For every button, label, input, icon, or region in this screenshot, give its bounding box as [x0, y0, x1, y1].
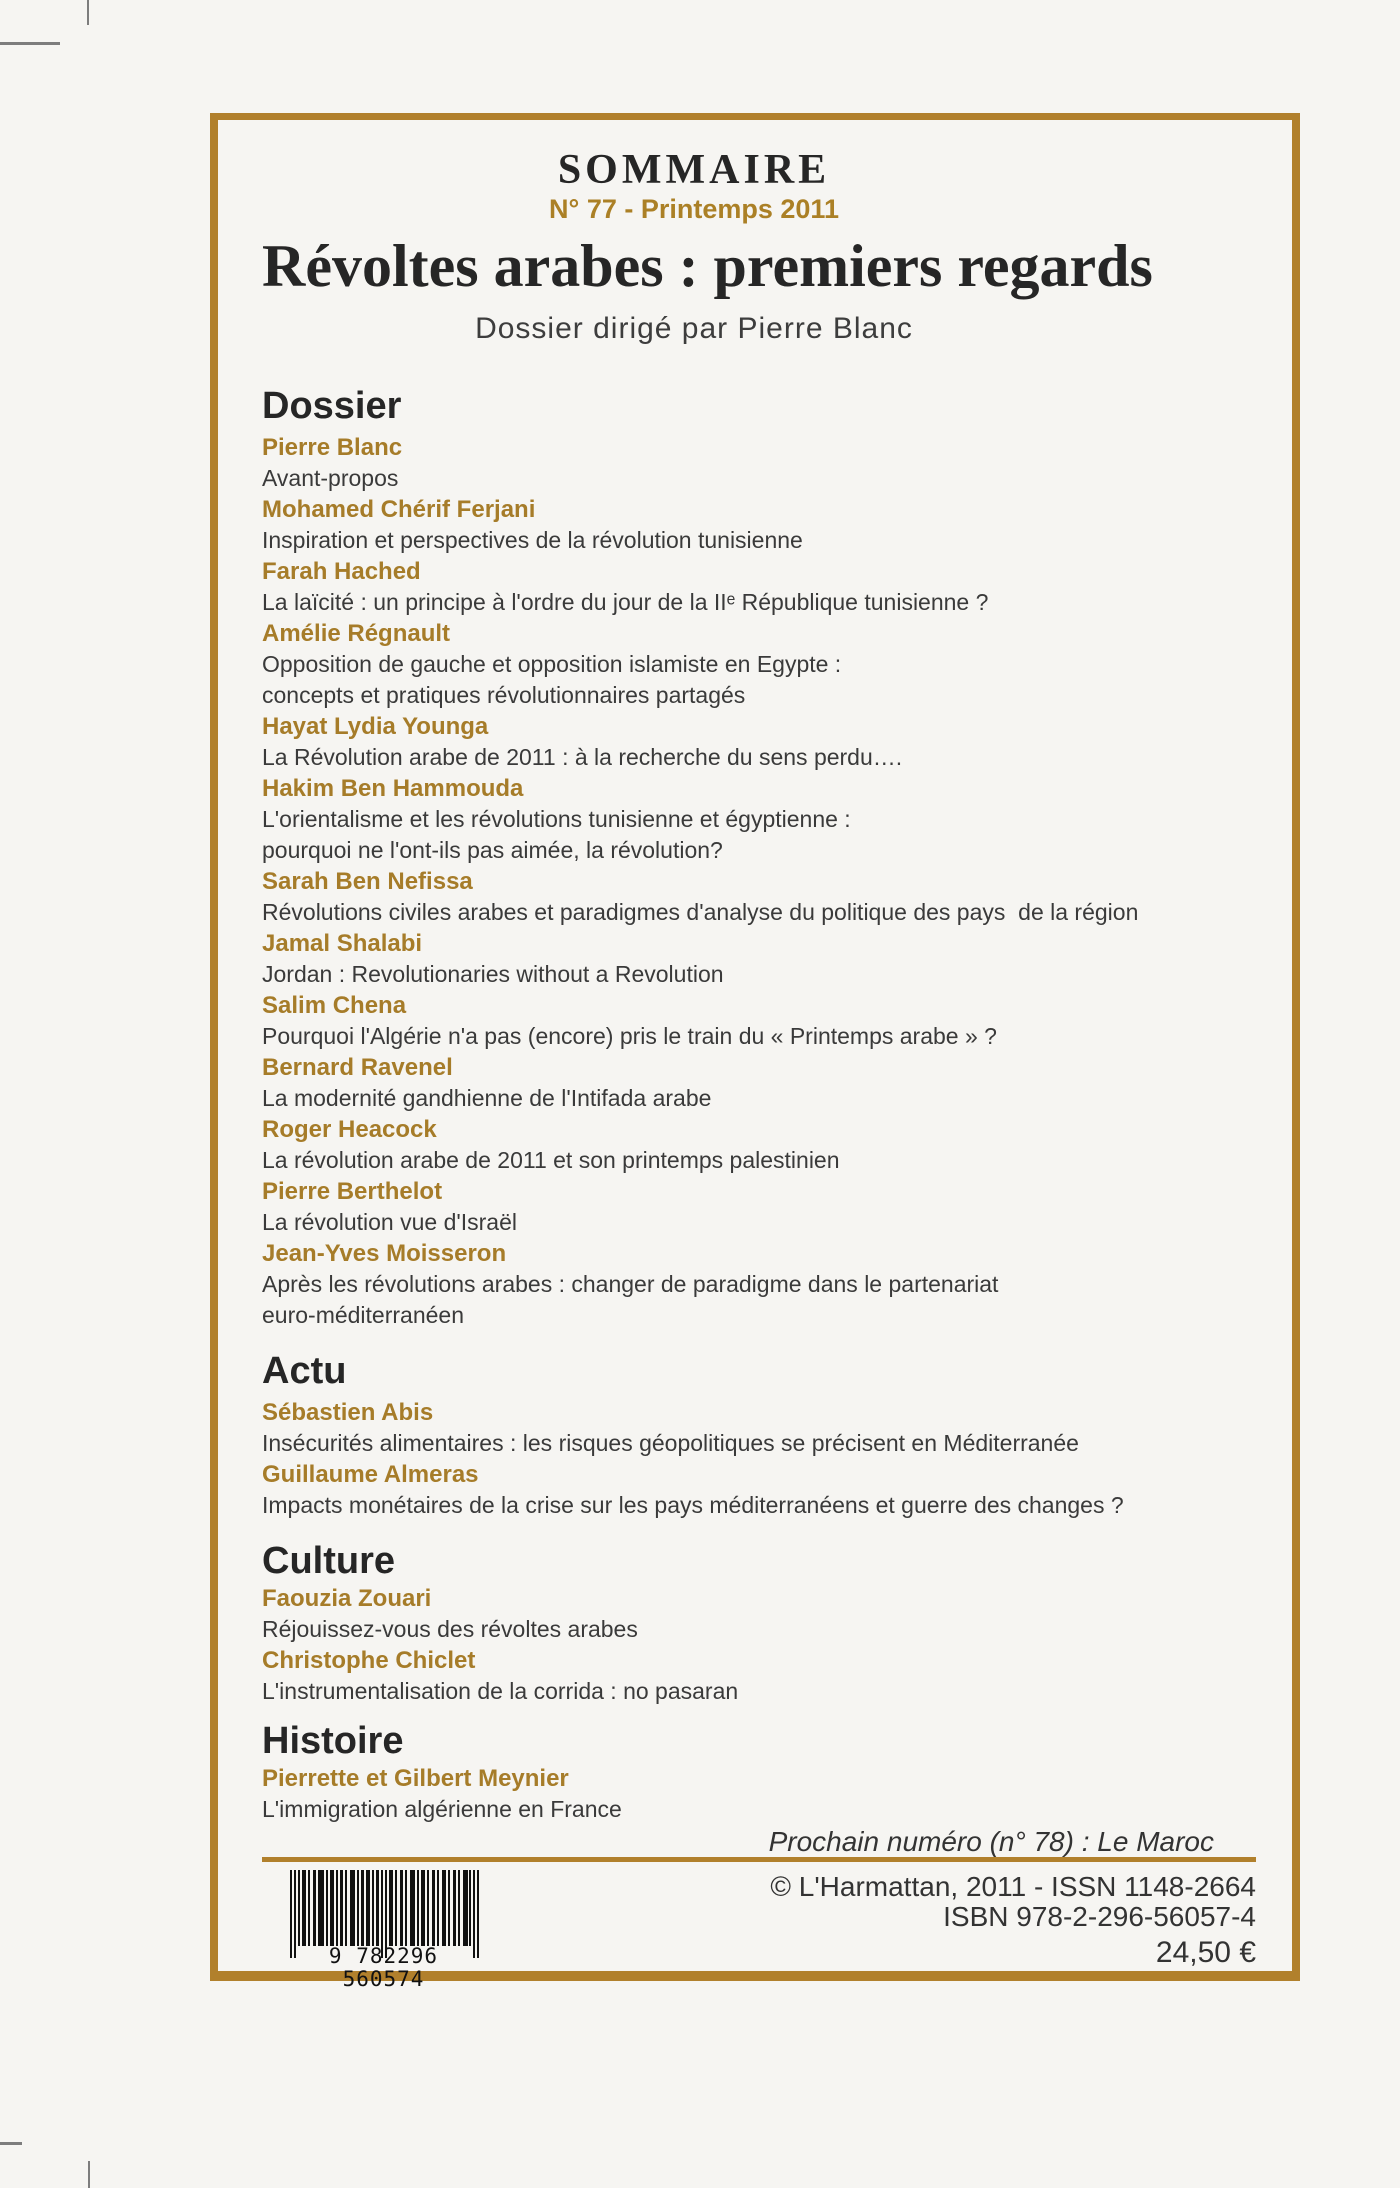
- author-name: Hayat Lydia Younga: [262, 713, 489, 740]
- next-issue-note: Prochain numéro (n° 78) : Le Maroc: [768, 1826, 1214, 1857]
- author-name: Pierre Berthelot: [262, 1178, 443, 1205]
- author-name: Salim Chena: [262, 992, 407, 1019]
- article-title: La modernité gandhienne de l'Intifada arabe: [262, 1085, 712, 1111]
- author-name: Bernard Ravenel: [262, 1054, 453, 1081]
- article-title: Insécurités alimentaires : les risques géopolitiques se précisent en Méditerranée: [262, 1430, 1079, 1456]
- article-title: euro-méditerranéen: [262, 1302, 465, 1328]
- article-title: pourquoi ne l'ont-ils pas aimée, la révolution?: [262, 837, 723, 863]
- article-title: Révolutions civiles arabes et paradigmes d'analyse du politique des pays de la région: [262, 899, 1139, 925]
- ean-barcode: [282, 1870, 485, 1991]
- article-title: Réjouissez-vous des révoltes arabes: [262, 1616, 638, 1642]
- copyright-issn: © L'Harmattan, 2011 - ISSN 1148-2664: [770, 1871, 1256, 1902]
- author-name: Amélie Régnault: [262, 620, 451, 647]
- author-name: Mohamed Chérif Ferjani: [262, 496, 536, 523]
- section-heading-actu: Actu: [262, 1350, 347, 1392]
- section-heading-culture: Culture: [262, 1540, 395, 1582]
- author-name: Faouzia Zouari: [262, 1585, 432, 1612]
- price: 24,50 €: [1155, 1936, 1256, 1969]
- crop-mark-bottom-horizontal: [0, 2142, 22, 2145]
- section-heading-histoire: Histoire: [262, 1720, 404, 1762]
- article-title: L'instrumentalisation de la corrida : no pasaran: [262, 1678, 739, 1704]
- issue-number: N° 77 - Printemps 2011: [549, 194, 839, 224]
- article-title: La révolution arabe de 2011 et son printemps palestinien: [262, 1147, 840, 1173]
- page-frame: [210, 113, 1300, 1991]
- section-entries-actu: [262, 1397, 1256, 1521]
- section-heading-dossier: Dossier: [262, 385, 402, 427]
- footer-divider: [262, 1857, 1256, 1862]
- crop-mark-top-vertical: [87, 0, 89, 25]
- author-name: Roger Heacock: [262, 1116, 437, 1143]
- isbn: ISBN 978-2-296-56057-4: [943, 1901, 1256, 1932]
- author-name: Jamal Shalabi: [262, 930, 423, 957]
- footer: [262, 1870, 1256, 1991]
- article-title: L'immigration algérienne en France: [262, 1796, 622, 1822]
- author-name: Sarah Ben Nefissa: [262, 868, 473, 895]
- barcode-digits: 9 782296 560574: [328, 1944, 439, 1991]
- author-name: Pierrette et Gilbert Meynier: [262, 1765, 569, 1792]
- article-title: Avant-propos: [262, 465, 399, 491]
- dossier-main-title: Révoltes arabes : premiers regards: [262, 233, 1153, 299]
- article-title: La Révolution arabe de 2011 : à la recherche du sens perdu….: [262, 744, 903, 770]
- author-name: Hakim Ben Hammouda: [262, 775, 524, 802]
- imprint: [485, 1870, 1256, 1968]
- article-title: concepts et pratiques révolutionnaires partagés: [262, 682, 746, 708]
- article-title: Jordan : Revolutionaries without a Revolution: [262, 961, 724, 987]
- article-title: L'orientalisme et les révolutions tunisienne et égyptienne :: [262, 806, 851, 832]
- section-entries-histoire: [262, 1763, 1256, 1825]
- article-title: Impacts monétaires de la crise sur les pays méditerranéens et guerre des changes ?: [262, 1492, 1124, 1518]
- article-title: Inspiration et perspectives de la révolution tunisienne: [262, 527, 803, 553]
- author-name: Guillaume Almeras: [262, 1461, 479, 1488]
- article-title: Après les révolutions arabes : changer de paradigme dans le partenariat: [262, 1271, 999, 1297]
- sommaire-title: SOMMAIRE: [557, 147, 831, 193]
- crop-mark-bottom-vertical: [88, 2161, 90, 2188]
- article-title: La laïcité : un principe à l'ordre du jour de la IIᵉ République tunisienne ?: [262, 589, 989, 615]
- author-name: Sébastien Abis: [262, 1399, 434, 1426]
- section-entries-dossier: [262, 432, 1256, 1331]
- author-name: Christophe Chiclet: [262, 1647, 476, 1674]
- author-name: Jean-Yves Moisseron: [262, 1240, 507, 1267]
- header: [262, 147, 1153, 352]
- author-name: Pierre Blanc: [262, 434, 403, 461]
- article-title: Pourquoi l'Algérie n'a pas (encore) pris le train du « Printemps arabe » ?: [262, 1023, 997, 1049]
- dossier-subtitle: Dossier dirigé par Pierre Blanc: [475, 312, 913, 345]
- author-name: Farah Hached: [262, 558, 421, 585]
- article-title: Opposition de gauche et opposition islamiste en Egypte :: [262, 651, 842, 677]
- article-title: La révolution vue d'Israël: [262, 1209, 517, 1235]
- section-entries-culture: [262, 1583, 1256, 1707]
- crop-mark-top-horizontal: [0, 42, 60, 45]
